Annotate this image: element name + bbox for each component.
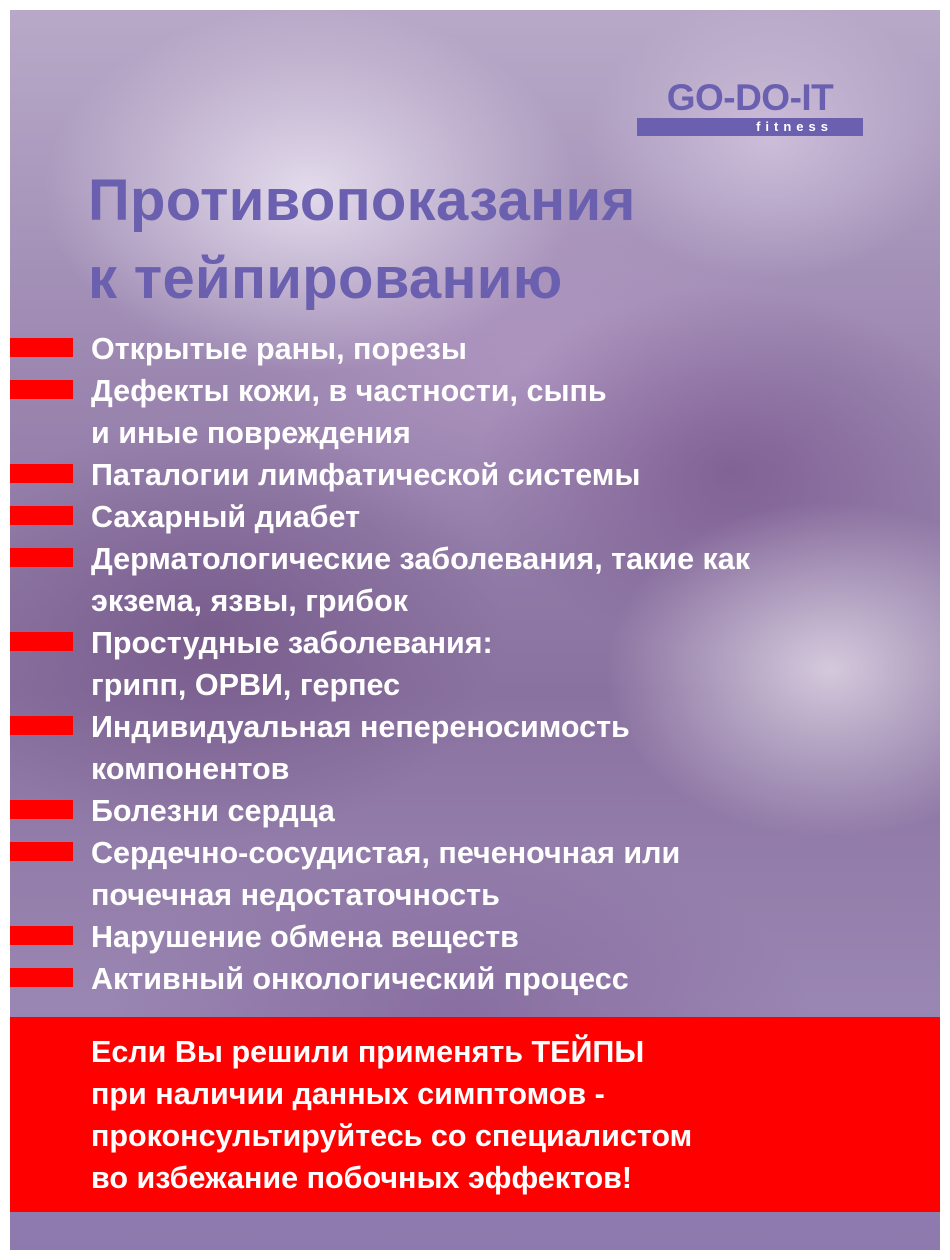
warning-text <box>91 1031 692 1199</box>
list-item-line: Сахарный диабет <box>91 500 361 534</box>
list-item <box>10 790 940 832</box>
list-item-text <box>91 832 940 916</box>
brand-logo <box>637 78 863 136</box>
list-item-text <box>91 790 940 832</box>
warning-line: Если Вы решили применять ТЕЙПЫ <box>91 1035 645 1069</box>
list-item-line: Дерматологические заболевания, такие как <box>91 542 750 576</box>
list-item <box>10 706 940 790</box>
list-item-text <box>91 496 940 538</box>
title-line-2: к тейпированию <box>88 246 563 311</box>
warning-banner <box>10 1017 940 1212</box>
title-line-1: Противопоказания <box>88 168 636 233</box>
red-bullet-marker <box>10 506 73 525</box>
list-item-line: Сердечно-сосудистая, печеночная или <box>91 836 681 870</box>
list-item <box>10 916 940 958</box>
list-item-text <box>91 454 940 496</box>
list-item-line: Простудные заболевания: <box>91 626 493 660</box>
warning-line: во избежание побочных эффектов! <box>91 1161 633 1195</box>
list-item-line: почечная недостаточность <box>91 878 500 912</box>
list-item-line: Открытые раны, порезы <box>91 332 467 366</box>
list-item <box>10 958 940 1000</box>
list-item-text <box>91 370 940 454</box>
list-item-line: Дефекты кожи, в частности, сыпь <box>91 374 607 408</box>
list-item <box>10 622 940 706</box>
list-item <box>10 832 940 916</box>
list-item-line: компонентов <box>91 752 290 786</box>
list-item <box>10 496 940 538</box>
red-bullet-marker <box>10 464 73 483</box>
red-bullet-marker <box>10 968 73 987</box>
list-item-text <box>91 706 940 790</box>
list-item-text <box>91 622 940 706</box>
red-bullet-marker <box>10 926 73 945</box>
list-item <box>10 454 940 496</box>
red-bullet-marker <box>10 380 73 399</box>
poster <box>10 10 940 1250</box>
list-item <box>10 370 940 454</box>
list-item <box>10 328 940 370</box>
list-item-line: грипп, ОРВИ, герпес <box>91 668 401 702</box>
red-bullet-marker <box>10 548 73 567</box>
list-item-text <box>91 328 940 370</box>
red-bullet-marker <box>10 632 73 651</box>
list-item-line: и иные повреждения <box>91 416 411 450</box>
red-bullet-marker <box>10 800 73 819</box>
list-item <box>10 538 940 622</box>
list-item-line: Нарушение обмена веществ <box>91 920 519 954</box>
red-bullet-marker <box>10 338 73 357</box>
page-title <box>88 162 636 318</box>
red-bullet-marker <box>10 716 73 735</box>
list-item-line: Активный онкологический процесс <box>91 962 629 996</box>
list-item-text <box>91 916 940 958</box>
warning-line: при наличии данных симптомов - <box>91 1077 605 1111</box>
list-item-text <box>91 538 940 622</box>
logo-wordmark: GO-DO-IT <box>666 77 834 118</box>
list-item-line: экзема, язвы, грибок <box>91 584 409 618</box>
logo-tagline: fitness <box>637 118 863 136</box>
warning-line: проконсультируйтесь со специалистом <box>91 1119 693 1153</box>
contraindications-list <box>10 328 940 1000</box>
list-item-text <box>91 958 940 1000</box>
list-item-line: Паталогии лимфатической системы <box>91 458 641 492</box>
red-bullet-marker <box>10 842 73 861</box>
list-item-line: Индивидуальная непереносимость <box>91 710 630 744</box>
list-item-line: Болезни сердца <box>91 794 335 828</box>
